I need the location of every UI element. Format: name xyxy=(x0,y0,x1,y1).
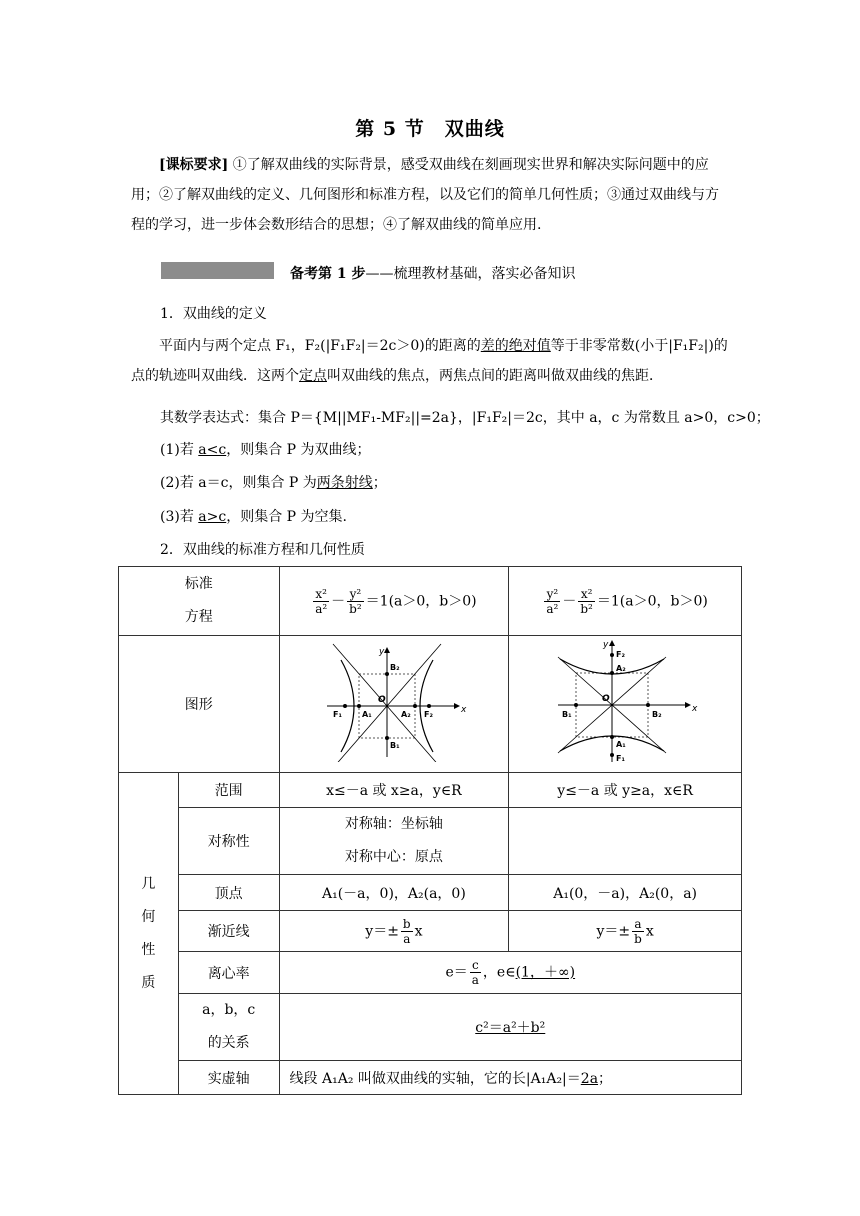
std-label-2: 方程 xyxy=(184,609,213,625)
range-label: 范围 xyxy=(178,773,279,808)
hyperbola-properties-table xyxy=(118,566,742,1095)
vertical-hyperbola-graph xyxy=(550,637,700,767)
case-3-b: ，则集合 P 为空集. xyxy=(226,509,347,525)
point-b2 xyxy=(646,703,650,707)
case-1-b: ，则集合 P 为双曲线； xyxy=(226,442,371,458)
case-2 xyxy=(160,473,387,493)
case-1 xyxy=(160,440,371,460)
point-b1 xyxy=(385,736,389,740)
equation-horizontal: $\frac{\text{x²}}{\text{a²}}$ － $\frac{\text{y²}}{\text{b²}}$ ＝1(a＞0，b＞0) xyxy=(279,567,509,636)
symmetry-vertical-empty xyxy=(509,808,742,875)
ecc-range: (1，＋∞) xyxy=(515,964,576,981)
asym2-num: a xyxy=(632,917,644,932)
fraction xyxy=(578,587,595,616)
standard-equation-label xyxy=(119,567,280,636)
x-label: x xyxy=(692,704,698,714)
table-row xyxy=(119,636,742,773)
axis-length: 2a xyxy=(580,1070,599,1087)
asym2-den: b xyxy=(634,931,642,946)
point-b1 xyxy=(574,703,578,707)
a2-label: A₂ xyxy=(616,664,626,673)
vertex-a2 xyxy=(413,704,417,708)
case-1-a: (1)若 xyxy=(160,442,199,458)
relation-value xyxy=(279,994,741,1061)
origin-label: O xyxy=(377,695,386,705)
symmetry-center: 对称中心：原点 xyxy=(344,849,443,865)
props-char-1: 几 xyxy=(141,875,156,892)
ecc-num: c xyxy=(470,958,481,973)
graph-vertical-cell xyxy=(509,636,742,773)
asymptote-post: x xyxy=(645,923,654,939)
step-heading xyxy=(290,264,576,284)
point-b2 xyxy=(385,672,389,676)
figure-label: 图形 xyxy=(119,636,280,773)
table-row xyxy=(119,773,742,808)
eq2-den-1: a² xyxy=(546,601,559,616)
f2-label: F₂ xyxy=(423,710,433,719)
graph-horizontal-cell xyxy=(279,636,509,773)
table-row xyxy=(119,911,742,952)
fraction xyxy=(313,587,329,616)
axis-label: 实虚轴 xyxy=(178,1061,279,1095)
table-row xyxy=(119,567,742,636)
requirements-text: ①了解双曲线的实际背景，感受双曲线在刻画现实世界和解决实际问题中的应用；②了解双曲线的定义、几何图形和标准方程，以及它们的简单几何性质；③通过双曲线与方程的学习，进一步体会数形结合的思想；④了解双曲线的简单应用. xyxy=(131,157,719,233)
eq1-tail: ＝1(a＞0，b＞0) xyxy=(365,593,477,609)
fraction xyxy=(401,917,413,946)
geometric-properties-label xyxy=(119,773,179,1095)
b2-label: B₂ xyxy=(652,710,662,719)
definition-text-a: 平面内与两个定点 F₁，F₂(|F₁F₂|＝2c＞0)的距离的 xyxy=(159,338,481,354)
a1-label: A₁ xyxy=(361,710,372,719)
ecc-den: a xyxy=(471,973,479,987)
step-heading-bold: 备考第 1 步 xyxy=(290,266,366,282)
eq1-num-1: x² xyxy=(313,587,329,602)
asym1-num: b xyxy=(402,916,411,931)
fraction xyxy=(470,958,481,987)
symmetry-axis: 对称轴：坐标轴 xyxy=(344,816,443,832)
case-3 xyxy=(160,507,347,527)
axis-pre: 线段 A₁A₂ 叫做双曲线的实轴，它的长|A₁A₂|＝ xyxy=(289,1070,581,1087)
page-title: 第 5 节 双曲线 xyxy=(355,118,505,140)
x-label: x xyxy=(460,705,467,715)
eq1-num-2: y² xyxy=(347,587,364,602)
section1-heading: 1．双曲线的定义 xyxy=(160,306,267,322)
asymptote-pre: y＝± xyxy=(365,923,399,939)
equation-vertical: $\frac{\text{y²}}{\text{a²}}$ － $\frac{\text{x²}}{\text{b²}}$ ＝1(a＞0，b＞0) xyxy=(509,567,742,636)
axis-post: ； xyxy=(598,1070,613,1087)
asymptote-label: 渐近线 xyxy=(178,911,279,952)
axis-value xyxy=(279,1061,741,1095)
relation-label xyxy=(178,994,279,1061)
eq2-num-1: y² xyxy=(544,587,560,602)
a2-label: A₂ xyxy=(400,710,411,719)
fraction xyxy=(632,917,644,946)
f2-label: F₂ xyxy=(616,650,626,659)
b1-label: B₁ xyxy=(389,741,400,750)
section2-heading: 2．双曲线的标准方程和几何性质 xyxy=(160,542,365,558)
eccentricity-label: 离心率 xyxy=(178,952,279,994)
symmetry-value xyxy=(279,808,509,875)
definition-text-b: 等于非零常数(小于|F₁F₂|)的点的轨迹叫双曲线．这两个 xyxy=(131,338,728,384)
case-2-a: (2)若 a＝c，则集合 P 为 xyxy=(160,475,317,491)
definition-paragraph xyxy=(131,331,731,391)
vertex-label: 顶点 xyxy=(178,875,279,911)
b2-label: B₂ xyxy=(389,663,400,672)
symmetry-label: 对称性 xyxy=(178,808,279,875)
range-horizontal: x≤－a 或 x≥a，y∈R xyxy=(279,773,509,808)
y-label: y xyxy=(378,647,385,657)
step-heading-rest: ——梳理教材基础，落实必备知识 xyxy=(365,266,576,282)
ecc-pre: e＝ xyxy=(445,964,468,981)
asymptote-pre: y＝± xyxy=(596,923,631,939)
origin-label: O xyxy=(602,694,610,704)
definition-text-c: 叫双曲线的焦点，两焦点间的距离叫做双曲线的焦距． xyxy=(327,368,663,384)
range-vertical: y≤－a 或 y≥a，x∈R xyxy=(509,773,742,808)
vertex-horizontal: A₁(－a，0)，A₂(a，0) xyxy=(279,875,509,911)
focus-f1 xyxy=(610,753,614,757)
section-bar xyxy=(161,262,274,279)
table-row xyxy=(119,952,742,994)
requirements-paragraph xyxy=(131,150,731,240)
focus-f2 xyxy=(610,653,614,657)
table-row xyxy=(119,875,742,911)
asymptote-horizontal xyxy=(279,911,509,952)
eq1-den-2: b² xyxy=(349,601,362,616)
definition-underline-2: 定点 xyxy=(299,368,327,384)
table-row xyxy=(119,808,742,875)
case-3-a: (3)若 xyxy=(160,509,199,525)
f1-label: F₁ xyxy=(616,754,626,763)
std-label-1: 标准 xyxy=(184,576,213,592)
case-3-underline: a>c xyxy=(198,509,227,525)
case-2-b: ； xyxy=(372,475,387,491)
asymptote-vertical xyxy=(509,911,742,952)
props-char-2: 何 xyxy=(141,908,156,925)
eq2-num-2: x² xyxy=(578,587,595,602)
eq2-den-2: b² xyxy=(580,601,593,616)
relation-label-1: a，b，c xyxy=(202,1002,256,1018)
focus-f1 xyxy=(343,704,347,708)
asym1-den: a xyxy=(403,931,411,946)
a1-label: A₁ xyxy=(616,740,626,749)
requirements-label: [课标要求] xyxy=(159,157,229,173)
props-char-3: 性 xyxy=(141,941,156,958)
fraction xyxy=(347,587,364,616)
eq1-den-1: a² xyxy=(315,601,328,616)
b1-label: B₁ xyxy=(562,710,572,719)
horizontal-hyperbola-graph xyxy=(319,642,469,762)
math-expression: 其数学表达式：集合 P＝{M||MF₁-MF₂||=2a}，|F₁F₂|＝2c，其中 a，c 为常数且 a>0，c>0； xyxy=(160,410,770,426)
vertex-a2 xyxy=(610,671,614,675)
f1-label: F₁ xyxy=(332,710,342,719)
definition-underline-1: 差的绝对值 xyxy=(480,338,551,354)
y-label: y xyxy=(603,640,609,650)
vertex-a1 xyxy=(610,735,614,739)
fraction xyxy=(544,587,560,616)
table-row xyxy=(119,1061,742,1095)
relation-formula: c²＝a²＋b² xyxy=(475,1020,546,1036)
asymptote-post: x xyxy=(414,923,423,939)
props-char-4: 质 xyxy=(141,974,156,991)
eccentricity-value xyxy=(279,952,741,994)
table-row xyxy=(119,994,742,1061)
relation-label-2: 的关系 xyxy=(207,1035,250,1051)
focus-f2 xyxy=(427,704,431,708)
case-1-underline: a<c xyxy=(198,442,227,458)
ecc-mid: ，e∈ xyxy=(482,964,516,981)
vertex-a1 xyxy=(357,704,361,708)
case-2-underline: 两条射线 xyxy=(316,475,373,491)
vertex-vertical: A₁(0，－a)，A₂(0，a) xyxy=(509,875,742,911)
eq2-tail: ＝1(a＞0，b＞0) xyxy=(596,593,708,609)
